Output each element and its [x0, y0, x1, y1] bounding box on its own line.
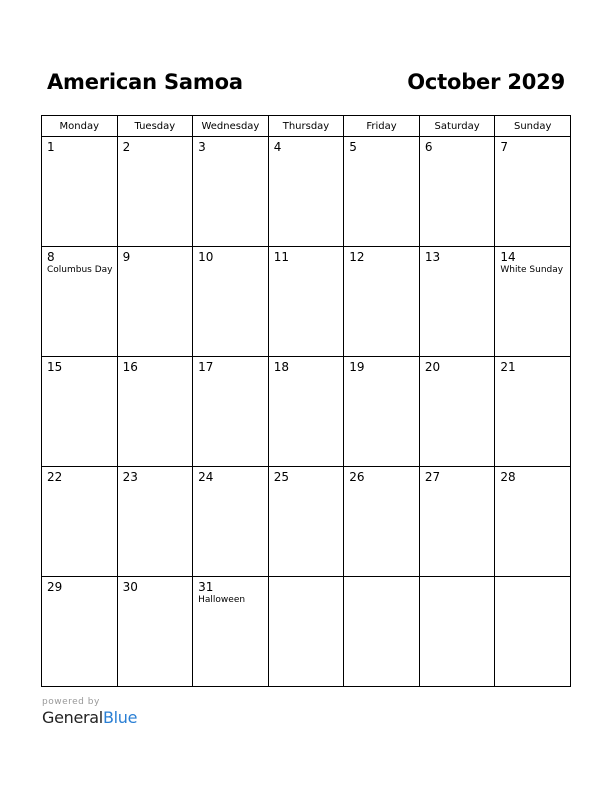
day-cell — [117, 577, 193, 687]
day-cell — [268, 137, 344, 247]
generalblue-logo[interactable] — [42, 708, 137, 727]
day-number: 28 — [500, 470, 516, 484]
day-cell — [419, 137, 495, 247]
day-cell — [495, 357, 571, 467]
weekday-header: Friday — [344, 116, 420, 137]
day-cell — [42, 247, 118, 357]
day-number: 8 — [47, 250, 55, 264]
weekday-header: Sunday — [495, 116, 571, 137]
week-row — [42, 467, 571, 577]
day-cell — [344, 467, 420, 577]
day-number: 27 — [424, 470, 441, 484]
day-number: 3 — [198, 140, 206, 154]
day-cell — [117, 137, 193, 247]
day-cell — [344, 577, 420, 687]
day-cell — [268, 357, 344, 467]
powered-by-text: powered by — [42, 697, 100, 707]
month-year-title: October 2029 — [407, 70, 565, 94]
day-number: 7 — [500, 140, 509, 154]
weekday-header: Thursday — [268, 116, 344, 137]
day-cell — [193, 577, 269, 687]
day-cell — [193, 357, 269, 467]
logo-blue-text: Blue — [102, 708, 138, 727]
weekday-header: Monday — [42, 116, 118, 137]
day-cell — [117, 467, 193, 577]
day-number: 30 — [122, 580, 138, 594]
day-cell — [117, 357, 193, 467]
day-cell — [495, 467, 571, 577]
day-cell — [42, 137, 118, 247]
day-cell — [344, 137, 420, 247]
weekday-header: Wednesday — [193, 116, 269, 137]
day-number: 25 — [273, 470, 289, 484]
day-number: 20 — [424, 360, 441, 374]
day-number: 14 — [500, 250, 516, 264]
country-title: American Samoa — [47, 70, 243, 94]
day-number: 13 — [424, 250, 441, 264]
day-number: 17 — [198, 360, 214, 374]
day-cell — [193, 467, 269, 577]
day-cell — [268, 577, 344, 687]
week-row — [42, 357, 571, 467]
logo-general-text: General — [42, 708, 103, 727]
day-number: 6 — [424, 140, 433, 154]
day-number: 5 — [349, 140, 357, 154]
holiday-label: Columbus Day — [47, 265, 113, 275]
day-cell — [419, 467, 495, 577]
day-cell — [419, 577, 495, 687]
day-cell — [344, 247, 420, 357]
day-cell — [42, 357, 118, 467]
holiday-label: White Sunday — [500, 265, 564, 275]
day-number: 9 — [122, 250, 131, 264]
day-number: 2 — [122, 140, 131, 154]
day-number: 22 — [47, 470, 63, 484]
day-cell — [42, 467, 118, 577]
day-number: 4 — [273, 140, 282, 154]
day-cell — [193, 137, 269, 247]
day-cell — [268, 467, 344, 577]
day-cell — [419, 247, 495, 357]
day-number: 16 — [122, 360, 138, 374]
weekday-header: Saturday — [419, 116, 495, 137]
week-row — [42, 137, 571, 247]
day-cell — [495, 577, 571, 687]
day-number: 12 — [349, 250, 365, 264]
day-cell — [419, 357, 495, 467]
day-number: 24 — [198, 470, 214, 484]
day-number: 31 — [198, 580, 214, 594]
holiday-label: Halloween — [198, 595, 246, 605]
day-cell — [495, 137, 571, 247]
day-number: 11 — [273, 250, 289, 264]
day-number: 29 — [47, 580, 63, 594]
day-number: 26 — [349, 470, 365, 484]
day-cell — [117, 247, 193, 357]
week-row — [42, 577, 571, 687]
day-number: 23 — [122, 470, 138, 484]
weekday-header-row — [42, 116, 571, 137]
day-number: 21 — [500, 360, 516, 374]
day-number: 10 — [198, 250, 214, 264]
calendar-grid — [41, 115, 571, 687]
day-cell — [268, 247, 344, 357]
weekday-header: Tuesday — [117, 116, 193, 137]
footer-branding — [42, 697, 137, 727]
day-number: 1 — [47, 140, 55, 154]
day-cell — [193, 247, 269, 357]
day-number: 15 — [47, 360, 63, 374]
week-row — [42, 247, 571, 357]
day-number: 19 — [349, 360, 365, 374]
day-number: 18 — [273, 360, 289, 374]
day-cell — [42, 577, 118, 687]
day-cell — [495, 247, 571, 357]
day-cell — [344, 357, 420, 467]
